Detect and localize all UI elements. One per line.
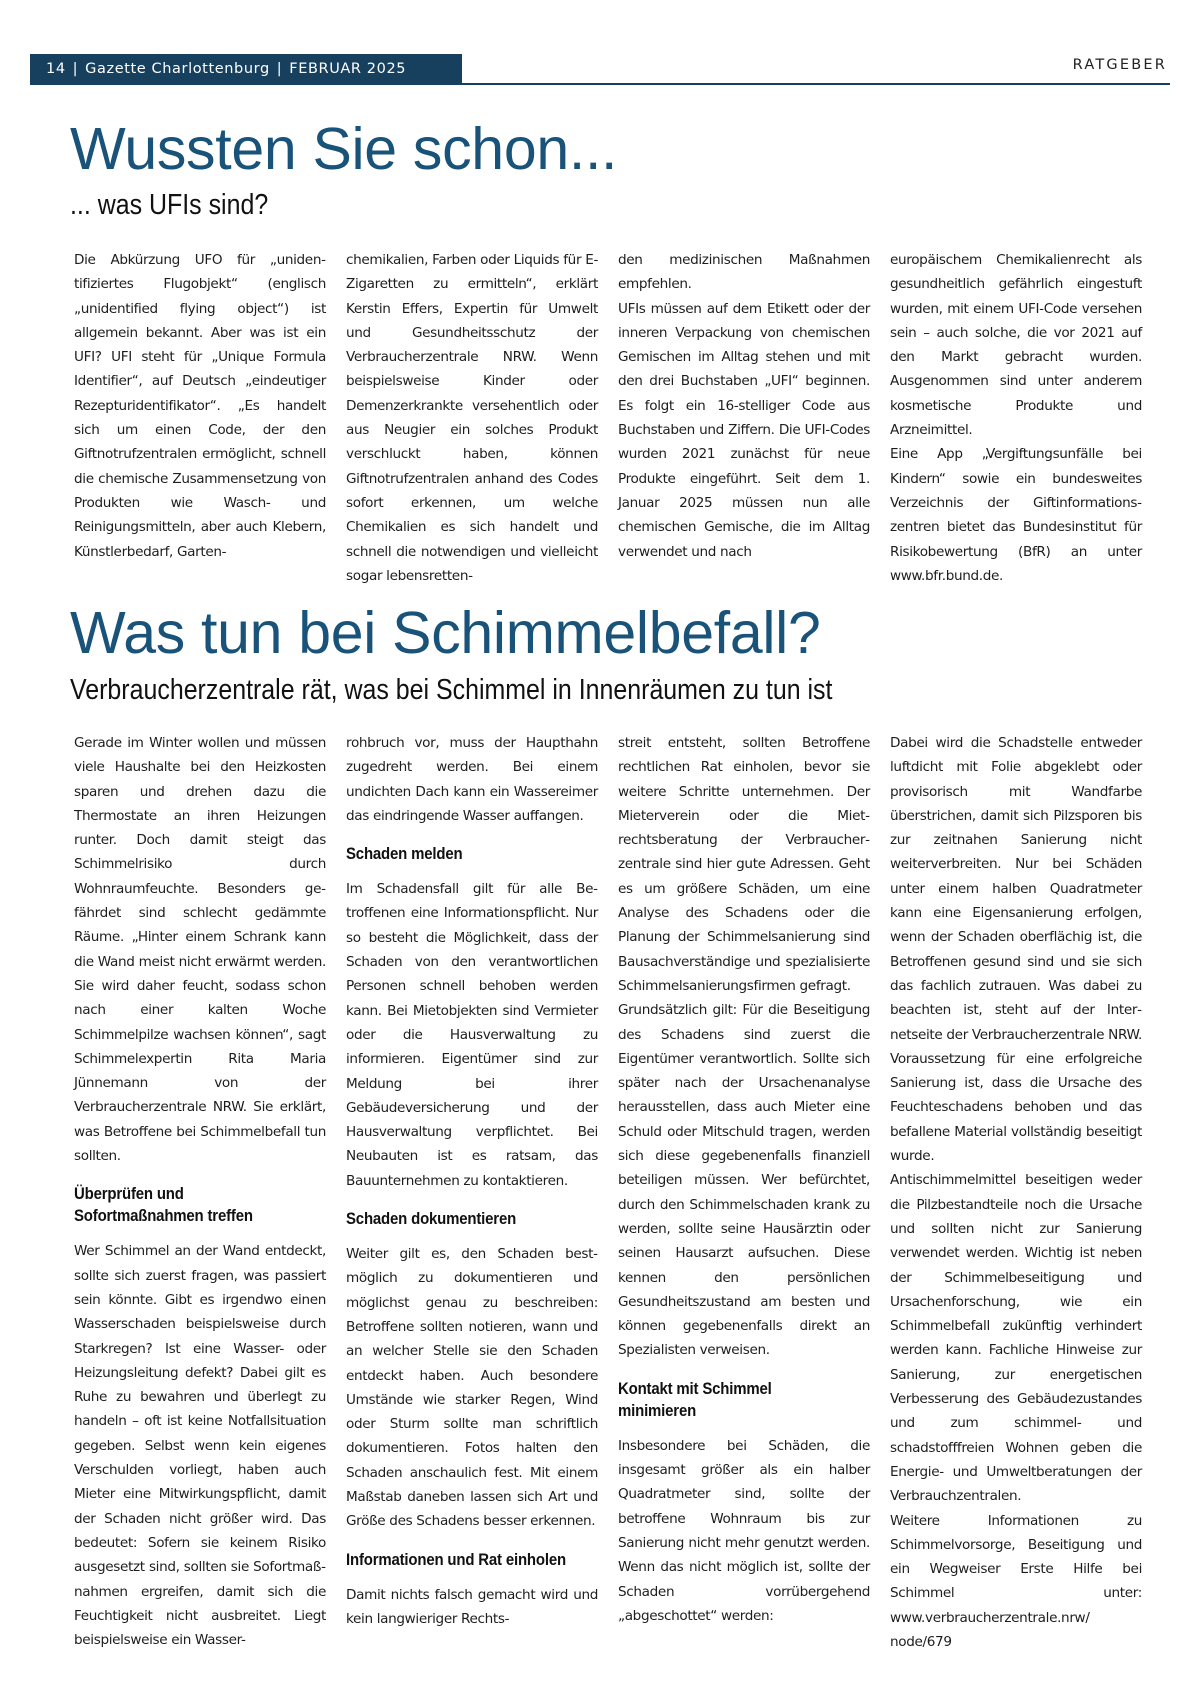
paragraph: UFIs müssen auf dem Etikett oder der inneren Verpackung von chemischen Gemischen im Alltag stehen und mit den drei Buchstaben „UFI“ beginnen. Es folgt ein 16-stelliger Code aus Buchstaben und Ziffern. Die UFI-Codes wurden 2021 zunächst für neue Produkte eingeführt. Seit dem 1. Januar 2025 müssen nun alle chemischen Gemische, die im Alltag verwendet und nach: [618, 300, 870, 560]
paragraph: rohbruch vor, muss der Haupthahn zugedreht werden. Bei einem undichten Dach kann ein Wassereimer das eindringende Wasser auffangen.: [346, 735, 598, 824]
publication-name: Gazette Charlottenburg: [85, 61, 270, 77]
subheading: Schaden dokumentieren: [346, 1209, 517, 1229]
header-separator: |: [72, 61, 79, 77]
paragraph: streit entsteht, sollten Betroffene rechtlichen Rat einholen, bevor sie weitere Schritte unternehmen. Der Mieterverein oder die Mietrechtsberatung der Verbraucherzentrale sind hier gute Adressen. Geht es um größere Schäden, um eine Analyse des Schadens oder die Planung der Schimmelsanierung sind Bausachverständige und spezialisierte Schimmelsanierungsfirmen gefragt.: [618, 735, 870, 994]
article1-column-1: [74, 248, 326, 578]
issue-date: FEBRUAR 2025: [289, 61, 407, 77]
article1-column-2: [346, 248, 598, 584]
paragraph: chemikalien, Farben oder Liquids für E-Zigaretten zu ermitteln“, erklärt Kerstin Effers, Expertin für Umwelt und Gesundheitsschutz der Verbraucherzentrale NRW. Wenn beispielsweise Kinder oder Demenzerkrankte versehentlich oder aus Neugier ein solches Produkt verschluckt haben, können Giftnotrufzentralen anhand des Codes sofort erkennen, um welche Chemikalien es sich handelt und schnell die notwendigen und vielleicht sogar lebensretten-: [346, 252, 598, 584]
subheading: Kontakt mit Schimmel minimieren: [618, 1378, 772, 1420]
paragraph: Weitere Informationen zu Schimmelvorsorge, Beseitigung und ein Wegweiser Erste Hilfe bei Schimmel unter: www.verbraucherzentrale.nrw/ node/679: [890, 1512, 1142, 1650]
header-rule: [30, 83, 1170, 85]
paragraph: Dabei wird die Schadstelle entweder luftdicht mit Folie abgeklebt oder provisorisch mit Wandfarbe überstrichen, damit sich Pilzsporen bis zur zeitnahen Sanierung nicht weiterverbreiten. Nur bei Schäden unter einem halben Quadratmeter kann eine Eigensanierung erfolgen, wenn der Schaden oberflächig ist, die Betroffenen gesund sind und sie sich das fachlich zutrauen. Was dabei zu beachten ist, steht auf der Internetseite der Verbraucherzentrale NRW. Voraussetzung für eine erfolgreiche Sanierung ist, dass die Ursache des Feuchteschadens behoben und das befallene Material vollständig beseitigt wurde.: [890, 735, 1142, 1165]
paragraph: Grundsätzlich gilt: Für die Beseitigung des Schadens sind zuerst die Eigentümer verantwortlich. Sollte sich später nach der Ursachenanalyse herausstellen, dass auch Mieter eine Schuld oder Mitschuld tragen, werden sich diese gegebenenfalls finanziell beteiligen müssen. Wer befürchtet, durch den Schimmelschaden krank zu werden, sollte seine Hausärztin oder seinen Hausarzt aufsuchen. Diese kennen den persönlichen Gesundheitszustand am besten und können gegebenenfalls direkt an Spezialisten verweisen.: [618, 1002, 870, 1359]
paragraph: europäischem Chemikalienrecht als gesundheitlich gefährlich eingestuft wurden, mit einem UFI-Code versehen sein – auch solche, die vor 2021 auf den Markt gebracht wurden. Ausgenommen sind unter anderem kosmetische Produkte und Arzneimittel.: [890, 252, 1142, 439]
subheading: Überprüfen und Sofortmaßnahmen treffen: [74, 1184, 253, 1226]
paragraph: Wer Schimmel an der Wand entdeckt, sollte sich zuerst fragen, was passiert sein könnte. Gibt es irgendwo einen Wasserschaden beispielsweise durch Starkregen? Ist eine Wasser- oder Heizungsleitung defekt? Dabei gilt es Ruhe zu bewahren und überlegt zu handeln – oft ist keine Notfallsituation gegeben. Selbst wenn kein eigenes Verschulden vorliegt, haben auch Mieter eine Mitwirkungspflicht, damit der Schaden nicht größer wird. Das bedeutet: Sofern sie keinem Risiko ausgesetzt sind, sollten sie Sofortmaßnahmen ergreifen, damit sich die Feuchtigkeit nicht ausbreitet. Liegt beispielsweise ein Wasser-: [74, 1243, 326, 1649]
article2-column-1: [74, 731, 326, 1676]
article2-column-2: [346, 731, 598, 1676]
paragraph: Antischimmelmittel beseitigen weder die Pilzbestandteile noch die Ursache und sollten nicht zur Sanierung verwendet werden. Wichtig ist neben der Schimmelbeseitigung und Ursachenforschung, wie ein Schimmelbefall zukünftig verhindert werden kann. Fachliche Hinweise zur Sanierung, zur energetischen Verbesserung des Gebäudezustandes und zum schimmel- und schadstofffreien Wohnen geben die Energie- und Umweltberatungen der Verbrauchzentralen.: [890, 1172, 1142, 1505]
paragraph: den medizinischen Maßnahmen empfehlen.: [618, 252, 870, 293]
paragraph: Gerade im Winter wollen und müssen viele Haushalte bei den Heizkosten sparen und drehen dazu die Thermostate an ihren Heizungen runter. Doch damit steigt das Schimmelrisiko durch Wohnraumfeuchte. Besonders gefährdet sind schlecht gedämmte Räume. „Hinter einem Schrank kann die Wand meist nicht erwärmt werden. Sie wird daher feucht, sodass schon nach einer kalten Woche Schimmelpilze wachsen können“, sagt Schimmelexpertin Rita Maria Jünnemann von der Verbraucherzentrale NRW. Sie erklärt, was Betroffene bei Schimmelbefall tun sollten.: [74, 735, 326, 1165]
paragraph: Weiter gilt es, den Schaden bestmöglich zu dokumentieren und möglichst genau zu beschreiben: Betroffene sollten notieren, wann und an welcher Stelle sie den Schaden entdeckt haben. Auch besondere Umstände wie starker Regen, Wind oder Sturm sollte man schriftlich dokumentieren. Fotos halten den Schaden anschaulich fest. Mit einem Maßstab daneben lassen sich Art und Größe des Schadens besser erkennen.: [346, 1246, 598, 1530]
article2-column-4: [890, 731, 1142, 1676]
paragraph: Die Abkürzung UFO für „unidentifiziertes Flugobjekt“ (englisch „unidentified flying object“) ist allgemein bekannt. Aber was ist ein UFI? UFI steht für „Unique Formula Identifier“, auf Deutsch „eindeutiger Rezepturidentifikator“. „Es handelt sich um einen Code, der den Giftnotrufzentralen ermöglicht, schnell die chemische Zusammensetzung von Produkten wie Wasch- und Reinigungsmitteln, aber auch Klebern, Künstlerbedarf, Garten-: [74, 252, 326, 560]
paragraph: Damit nichts falsch gemacht wird und kein langwieriger Rechts-: [346, 1586, 598, 1627]
article1-title: Wussten Sie schon...: [70, 116, 618, 182]
article1-column-4: [890, 248, 1142, 584]
paragraph: Eine App „Vergiftungsunfälle bei Kindern“ sowie ein bundesweites Verzeichnis der Giftinformationszentren bietet das Bundesinstitut für Risikobewertung (BfR) an unter www.bfr.bund.de.: [890, 446, 1142, 584]
paragraph: Im Schadensfall gilt für alle Betroffenen eine Informationspflicht. Nur so besteht die Möglichkeit, dass der Schaden von den verantwortlichen Personen schnell behoben werden kann. Bei Mietobjekten sind Vermieter oder die Hausverwaltung zu informieren. Eigentümer sind zur Meldung bei ihrer Gebäudeversicherung und der Hausverwaltung verpflichtet. Bei Neubauten ist es ratsam, das Bauunternehmen zu kontaktieren.: [346, 881, 598, 1189]
page-header-bar: [30, 54, 462, 84]
article2-title: Was tun bei Schimmelbefall?: [70, 600, 821, 666]
subheading: Informationen und Rat einholen: [346, 1549, 566, 1569]
header-separator: |: [276, 61, 283, 77]
article2-column-3: [618, 731, 870, 1676]
article1-subtitle: ... was UFIs sind?: [70, 189, 269, 221]
section-label: RATGEBER: [1072, 57, 1167, 73]
article2-subtitle: Verbraucherzentrale rät, was bei Schimmel in Innenräumen zu tun ist: [70, 674, 833, 706]
page-number: 14: [46, 61, 66, 77]
article1-column-3: [618, 248, 870, 578]
paragraph: Insbesondere bei Schäden, die insgesamt größer als ein halber Quadratmeter sind, sollte der betroffene Wohnraum bis zur Sanierung nicht mehr genutzt werden. Wenn das nicht möglich ist, sollte der Schaden vorrübergehend „abgeschottet“ werden:: [618, 1437, 870, 1624]
subheading: Schaden melden: [346, 844, 463, 864]
